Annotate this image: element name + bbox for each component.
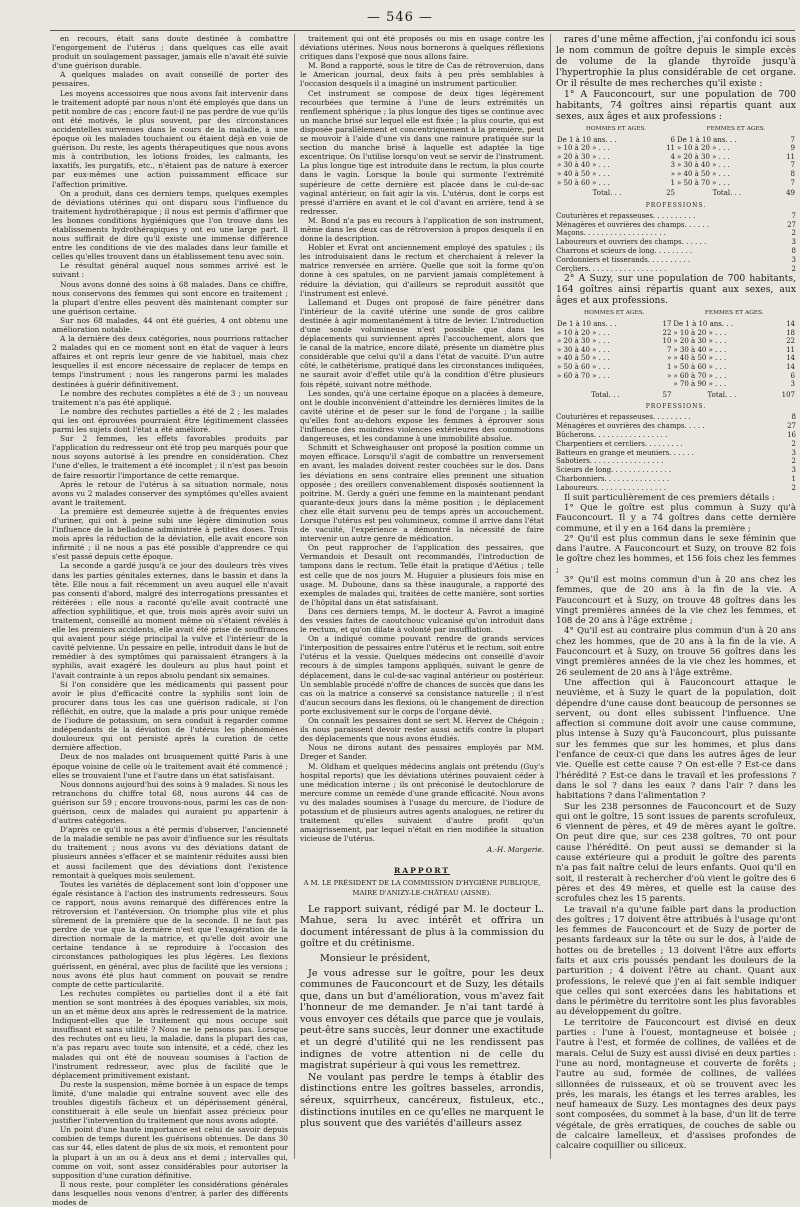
profession-count: 27: [787, 220, 796, 229]
paragraph: Cet instrument se compose de deux tiges légèrement recourbées que termine à l'une de leurs extrémités un renflement sphérique ; la plus longue des tiges se continue avec un manche brisé sur lequel elle est fixée ; la plus courte, qui est disposée parallèlement et concentriquement à la première, peut se mouvoir à l'aide d'une vis dans une rainure pratiquée sur la section du manche brisé à laquelle est adaptée la tige excentrique. On l'utilise lorsqu'on veut se servir de l'instrument. La plus longue tige est introduite dans le rectum, la plus courte dans le vagin. Lorsque la boule qui surmonte l'extrémité supérieure de cette dernière est placée dans le cul-de-sac vaginal antérieur, on fait agir la vis. L'utérus, dont le corps est pressé d'arrière en avant et le col d'avant en arrière, tend à se redresser.: [300, 88, 544, 216]
profession-label: Bûcherons. . . . . . . . . . . . . . . . .: [556, 431, 668, 440]
paragraph: La première est demeurée sujette à de fréquentes envies d'uriner, qui ont à peine subi une légère diminution sous l'influence de la belladone administrée à petites doses. Trois mois après la réduction de la déviation, elle avait encore son infirmité ; il ne nous a pas été possible d'apprendre ce qui s'est passé depuis cette époque.: [52, 506, 288, 562]
table-count: 6: [670, 135, 675, 144]
profession-count: 3: [791, 255, 796, 264]
paragraph: Les sondes, qu'à une certaine époque on a placées à demeure, ont le double inconvénient d'atteindre les dernières limites de la cavité utérine et de peser sur le fond de l'organe ; la saillie qu'elles font au-dehors expose les femmes à éprouver sous l'influence des moindres violences extérieures des commotions dangereuses, et les condamne à une immobilité absolue.: [300, 388, 544, 444]
table-age-range: » 50 à 60 » . . .: [673, 362, 727, 371]
table-age-range: » 20 à 30 » . . .: [557, 337, 610, 346]
table-age-range: » 40 à 50 » . . .: [557, 354, 610, 363]
table-row: [556, 136, 796, 145]
profession-label: Charbonniers. . . . . . . . . . . . . . .: [556, 475, 669, 484]
table-count: 11: [666, 144, 675, 153]
table-count: 3: [790, 380, 795, 389]
column-middle: [300, 34, 544, 1162]
table-count: 7: [790, 135, 795, 144]
table-age-range: » 20 à 30 » . . .: [557, 152, 610, 161]
table-age-range: » 60 à 70 » . . .: [557, 371, 610, 380]
paragraph: Nous donnons aujourd'hui des soins à 9 malades. Si nous les retranchons du chiffre total 68, nous aurons 44 cas de guérison sur 59 ; encore trouvons-nous, parmi les cas de non-guérison, ceux de malades qui auraient pu appartenir à d'autres catégories.: [52, 779, 288, 826]
paragraph: Sur les 238 personnes de Fauconcourt et de Suzy qui ont le goître, 15 sont issues de parents scrofuleux, 6 viennent de pères, et 49 de mères ayant le goître. On peut dire que, sur ces 238 goîtres, 70 ont pour cause l'hérédité. On peut aussi se demander si la cause extérieure qui a produit le goître des parents n'a pas fait naître celui de leurs enfants. Quoi qu'il en soit, il resterait à rechercher d'où vient le goître des 6 pères et des 49 mères, et quelle est la cause des scrofules chez les 15 parents.: [556, 801, 796, 905]
professions-title: PROFESSIONS.: [645, 403, 707, 411]
table-row: [556, 380, 796, 389]
table-count: »: [670, 169, 675, 178]
header-rule: [50, 30, 795, 31]
rapport-addressee: [300, 878, 544, 898]
profession-row: [556, 484, 796, 493]
table-age-range: » 20 à 30 » . . .: [673, 337, 727, 346]
table-age-range: » 70 à 90 » . . .: [673, 380, 727, 389]
table-age-range: De 1 à 10 ans. . .: [557, 320, 617, 329]
paragraph: La seconde a gardé jusqu'à ce jour des douleurs très vives dans les parties génitales externes, dans le bassin et dans la tête. Elle nous a fait récemment un aveu auquel elle n'avait pas consenti d'abord, malgré des interrogations pressantes et réitérées : elle nous a raconté qu'elle avait contracté une affection syphilitique, et que, trois mois après avoir suivi un traitement, conseillé au moment même où s'étaient révélés à elle les premiers accidents, elle avait été prise de souffrances qui avaient pour siége principal la vulve et l'intérieur de la cavité pelvienne. Un pessaire en pelle, introduit dans le but de remédier à des symptômes qui paraissaient étrangers à la syphilis, avait exagéré les douleurs au plus haut point et l'avait contrainte à un repos absolu pendant six semaines.: [52, 561, 288, 680]
profession-label: Ménagères et ouvrières des champs. . . . . .: [556, 220, 710, 229]
paragraph: On a produit, dans ces derniers temps, quelques exemples de déviations utérines qui ont disparu sous l'influence du traitement hydrothérapique ; il nous est permis d'affirmer que les bonnes conditions hygiéniques que l'on trouve dans les établissements hydrothérapiques y ont eu une large part. Il nous suffirait de dire qu'il existe une immense différence entre les conditions de vie des malades dans leur famille et celles qu'elles trouvent dans un établissement tenu avec soin.: [52, 188, 288, 262]
table-row: [556, 363, 796, 372]
paragraph: Il suit particulièrement de ces premiers détails :: [564, 492, 775, 503]
table-count: 14: [786, 362, 795, 371]
column-separator: [294, 34, 295, 1159]
profession-row: [556, 256, 796, 265]
rapport-subtitle-line: A M. LE PRÉSIDENT DE LA COMMISSION D'HYGIÈNE PUBLIQUE,: [303, 878, 541, 887]
column-left: [52, 34, 288, 1207]
total-value: 107: [781, 390, 795, 399]
table-count: 17: [662, 320, 672, 329]
profession-label: Laboureurs. . . . . . . . . . . . . . . .: [556, 483, 666, 492]
table-row: [556, 329, 796, 338]
paragraph: 1° Que le goître est plus commun à Suzy qu'à Fauconcourt. Il y a 74 goîtres dans cette dernière commune, et il y en a 164 dans la première ;: [556, 502, 796, 534]
table-count: 14: [786, 354, 795, 363]
profession-row: [556, 457, 796, 466]
total-value: 57: [662, 390, 672, 399]
table-row: [556, 170, 796, 179]
table-count: 14: [786, 320, 795, 329]
table-count: »: [667, 354, 672, 363]
rapport-title: RAPPORT: [393, 866, 451, 876]
paragraph: 3° Qu'il est moins commun d'un à 20 ans chez les femmes, que de 20 ans à la fin de la vie. A Fauconcourt et à Suzy, on trouve 48 goîtres dans les vingt premières années de la vie chez les femmes, et 108 de 20 ans à l'âge extrême ;: [556, 575, 796, 627]
profession-label: Cordonniers et tisserands. . . . . . . . . .: [556, 255, 691, 264]
paragraph: A quelques malades on avait conseillé de porter des pessaires.: [52, 70, 288, 89]
column-separator: [550, 34, 551, 1159]
table-age-range: [556, 380, 655, 389]
profession-count: 2: [791, 229, 796, 238]
profession-row: [556, 413, 796, 422]
paragraph: Sur nos 68 malades, 44 ont été guéries, 4 ont obtenu une amélioration notable.: [52, 315, 288, 334]
table-age-range: » 10 à 20 » . . .: [557, 328, 610, 337]
table-age-range: » 30 à 40 » . . .: [673, 345, 727, 354]
table-header-women: FEMMES ET AGES.: [706, 126, 766, 132]
professions-list-suzy: [556, 413, 796, 492]
table-age-range: » 30 à 40 » . . .: [676, 161, 730, 170]
table-age-range: De 1 à 10 ans. . .: [673, 320, 733, 329]
table-age-range: De 1 à 10 ans. . .: [676, 135, 737, 144]
table-count: 1: [670, 178, 675, 187]
table-header-men: HOMMES ET AGES.: [585, 126, 647, 132]
paragraph: Les moyens accessoires que nous avons fait intervenir dans le traitement adopté par nous n'ont été employés que dans un petit nombre de cas ; encore faut-il ne pas perdre de vue qu'ils ont été motivés, le plus souvent, par des circonstances accidentelles survenues dans le cours de la maladie, à une époque où les malades touchaient ou étaient déjà en voie de guérison. Du reste, les agents thérapeutiques que nous avons mis à contribution, les lotions froides, les calmants, les laxatifs, les purgatifs, etc., n'étaient pas de nature à exercer par eux-mêmes une action puissamment efficace sur l'affection primitive.: [52, 88, 288, 189]
profession-label: Maçons. . . . . . . . . . . . . . . . . . .: [556, 229, 666, 238]
profession-row: [556, 475, 796, 484]
paragraph: Un point d'une haute importance est celui de savoir depuis combien de temps durent les guérisons obtenues. De dans 30 cas sur 44, elles datent de plus de six mois, et remontent pour la plupart à un an ou à deux ans et demi ; intervalles qui, comme on voit, sont assez considérables pour autoriser la supposition d'une curation définitive.: [52, 1125, 288, 1180]
paragraph: Le nombre des rechutes partielles a été de 2 ; les malades qui les ont éprouvées pourraient être légitimement classées parmi les sujets dont l'état a été amélioré.: [52, 406, 288, 435]
table-row: [556, 320, 796, 329]
profession-row: [556, 440, 796, 449]
total-label: Total. . .: [591, 390, 620, 399]
profession-label: Laboureurs et ouvriers des champs. . . . . .: [556, 238, 707, 247]
profession-label: Cerçliers. . . . . . . . . . . . . . . . . .: [556, 264, 667, 273]
paragraph: M. Bond a rapporté, sous le titre de Cas de rétroversion, dans le American journal, deux faits à peu près semblables à l'occasion desquels il a imaginé un instrument particulier.: [300, 61, 544, 89]
paragraph: traitement qui ont été proposés ou mis en usage contre les déviations utérines. Nous nous bornerons à quelques réflexions critiques dans l'exposé que nous allons faire.: [300, 34, 544, 62]
paragraph: Le nombre des rechutes complètes a été de 3 ; un nouveau traitement n'a pas été appliqué.: [52, 388, 288, 407]
profession-label: Batteurs en grange et meuniers. . . . . .: [556, 448, 694, 457]
table-count: 7: [666, 345, 672, 354]
rapport-body: [300, 904, 544, 1130]
table-age-range: » 10 à 20 » . . .: [557, 144, 610, 153]
paragraph: 4° Qu'il est au contraire plus commun d'un à 20 ans chez les hommes, que de 20 ans à la fin de la vie. A Fauconcourt et à Suzy, on trouve 56 goîtres dans les vingt premières années de la vie chez les hommes, et 26 seulement de 20 ans à l'âge extrême.: [556, 626, 796, 678]
table-count: 22: [786, 337, 795, 346]
profession-row: [556, 449, 796, 458]
column-right: [556, 34, 796, 1162]
author-signature: A.-H. Margerie.: [487, 845, 544, 855]
profession-count: 2: [791, 483, 796, 492]
paragraph: M. Bond n'a pas eu recours à l'application de son instrument, même dans les deux cas de rétroversion à propos desquels il en donne la description.: [300, 215, 544, 244]
paragraph: Après le retour de l'utérus à sa situation normale, nous avons vu 2 malades conserver des symptômes qu'elles avaient avant le traitement.: [52, 479, 288, 507]
profession-count: 1: [791, 475, 796, 484]
paragraph: Du reste la suspension, même bornée à un espace de temps limité, d'une maladie qui entraîne souvent avec elle des troubles digestifs fâcheux et un dépérissement général, constituerait à elle seule un bienfait assez précieux pour justifier l'intervention du traitement que nous avons adopté.: [52, 1079, 288, 1126]
table-row: [556, 144, 796, 153]
profession-label: Scieurs de long. . . . . . . . . . . . . .: [556, 466, 672, 475]
professions-title: PROFESSIONS.: [645, 201, 707, 209]
profession-label: Charpentiers et cercliers. . . . . . . . .: [556, 439, 683, 448]
table-count: 18: [786, 328, 795, 337]
profession-count: 7: [791, 211, 796, 220]
profession-count: 3: [791, 448, 796, 457]
paragraph: A la dernière des deux catégories, nous pourrions rattacher 2 malades qui en ce moment sont en état de vaquer à leurs affaires et ont repris leur genre de vie habituel, mais chez lesquelles il est encore nécessaire de replacer de temps en temps l'instrument ; nous les rangerons parmi les malades destinées à guérir définitivement.: [52, 334, 288, 389]
paragraph: On connaît les pessaires dont se sert M. Hervez de Chégoin ; ils nous paraissent devoir rester aussi actifs contre la plupart des déplacements que nous avons étudiés.: [300, 716, 544, 744]
table-count: 9: [790, 144, 795, 153]
right-intro: [556, 34, 796, 122]
table-header-women: FEMMES ET AGES.: [704, 310, 764, 317]
table-total-row: [556, 187, 796, 198]
paragraph: On a indiqué comme pouvant rendre de grands services l'interposition de pessaires entre l'utérus et le rectum, soit entre l'utérus et la vessie. Quelques médecins ont conseillé d'avoir recours à de simples tampons appliqués, suivant le genre de déplacement, dans le cul-de-sac vaginal antérieur ou postérieur. Un semblable procédé n'offre de chances de succès que dans les cas où la matrice a conservé sa consistance naturelle ; il n'est d'aucun secours dans les flexions, où le changement de direction porte exclusivement sur le corps de l'organe dévié.: [300, 634, 544, 716]
table-count: »: [667, 371, 672, 380]
paragraph: rares d'une même affection, j'ai confondu ici sous le nom commun de goître depuis le simple excès de volume de la glande thyroïde jusqu'à l'hypertrophie la plus considérable de cet organe. Or il résulte de mes recherches qu'il existe :: [556, 34, 796, 89]
table-count: 1: [666, 362, 672, 371]
table-count: 11: [786, 152, 795, 161]
paragraph: Le rapport suivant, rédigé par M. le docteur L. Mahue, sera lu avec intérêt et offrira un document intéressant de plus à la commission du goître et du crétinisme.: [300, 903, 544, 950]
profession-row: [556, 238, 796, 247]
table-age-range: » 40 à 50 » . . .: [676, 169, 730, 178]
rapport-subtitle-line: MAIRE D'ANIZY-LE-CHÂTEAU (AISNE).: [352, 888, 492, 897]
profession-label: Charrons et scieurs de long. . . . . . . . .: [556, 247, 693, 256]
paragraph: Sur 2 femmes, les effets favorables produits par l'application du redresseur ont été trop peu marqués pour que nous soyons autorisé à les prendre en considération. Chez l'une d'elles, le traitement a été incomplet ; il n'est pas besoin de faire ressortir l'importance de cette remarque.: [52, 434, 288, 480]
profession-count: 27: [787, 422, 796, 431]
table-age-range: » 30 à 40 » . . .: [557, 161, 610, 170]
paragraph: Dans ces derniers temps, M. le docteur A. Favrot a imaginé des vessies faites de caoutchouc vulcanisé qu'on introduit dans le rectum, et qu'on dilate à volonté par insufflation.: [300, 606, 544, 635]
right-body: [556, 493, 796, 1152]
profession-row: [556, 431, 796, 440]
table-count: 7: [790, 178, 795, 187]
table-count: 22: [662, 328, 672, 337]
profession-count: 3: [791, 238, 796, 247]
stats-table-fauconcourt: [556, 125, 796, 198]
table-count: 4: [670, 152, 675, 161]
paragraph: Le territoire de Fauconcourt est divisé en deux parties : l'une à l'ouest, montagneuse et boisée ; l'autre à l'est, et formée de collines, de vallées et de marais. Celui de Suzy est aussi divisé en deux parties : l'une au nord, montagneuse et couverte de forêts ; l'autre au sud, formée de collines, de vallées sillonnées de ruisseaux, et où se trouvent avec les prés, les marais, les étangs et les terres arables, les neuf hameaux de Suzy. Les montagnes des deux pays sont composées, du sommet à la base, d'un lit de terre végétale, de grès erratiques, de couches de sable ou de calcaire lamelleux, et d'assises profondes de calcaire coquillier ou siliceux.: [556, 1017, 796, 1152]
table-age-range: » 10 à 20 » . . .: [676, 144, 730, 153]
total-label: Total. . .: [712, 189, 742, 198]
paragraph: Deux de nos malades ont brusquement quitté Paris à une époque voisine de celle où le traitement avait été commencé ; elles se trouvaient l'une et l'autre dans un état satisfaisant.: [52, 752, 288, 780]
profession-row: [556, 265, 796, 274]
profession-count: 8: [791, 413, 796, 422]
paragraph: Lallemand et Duges ont proposé de faire pénétrer dans l'intérieur de la cavité utérine une sonde de gros calibre destinée à agir momentanément à titre de levier. L'introduction d'une sonde volumineuse n'est possible que dans les déplacements qui surviennent après l'accouchement, alors que le canal de la matrice, encore dilaté, présente un diamètre plus considérable que celui qu'il a dans l'état de vacuité. D'un autre côté, le cathétérisme, pratiqué dans les circonstances indiquées, ne saurait avoir d'effet utile qu'à la condition d'être plusieurs fois répété, suivant notre méthode.: [300, 297, 544, 389]
table-count: 10: [662, 337, 672, 346]
table-age-range: » 30 à 40 » . . .: [557, 345, 610, 354]
table-count: 11: [786, 345, 795, 354]
profession-count: 2: [791, 264, 796, 273]
paragraph: Ne voulant pas perdre le temps à établir des distinctions entre les goîtres basseles, arrondis, séreux, squirrheux, cancéreux, fistuleux, etc., distinctions inutiles en ce qu'elles ne marquent le plus souvent que des variétés d'ailleurs assez: [300, 1071, 544, 1130]
table-age-range: » 50 à 60 » . . .: [557, 178, 610, 187]
table-row: [556, 161, 796, 170]
table-count: 3: [670, 161, 675, 170]
table-age-range: » 10 à 20 » . . .: [673, 328, 727, 337]
paragraph: Si l'on considère que les médicaments qui passent pour avoir le plus d'efficacité contre la syphilis sont loin de procurer dans tous les cas une guérison radicale, si l'on réfléchit, en outre, que la malade a pris pour unique remède de l'iodure de potassium, on sera conduit à regarder comme indépendants de la déviation de l'utérus les phénomènes douloureux qui ont persisté après la curation de cette dernière affection.: [52, 679, 288, 753]
paragraph: Une affection qui à Fauconcourt attaque le neuvième, et à Suzy le quart de la population, doit dépendre d'une cause dont beaucoup de personnes se servent, ou dont elles subissent l'influence. Une affection si commune doit avoir une cause commune, plus intense à Suzy qu'à Fauconcourt, plus puissante sur les femmes que sur les hommes, et plus dans l'enfance de ceux-ci que dans les autres âges de leur vie. Quelle est cette cause ? On est-elle ? Est-ce dans l'hérédité ? Est-ce dans le travail et les professions ? dans le sol ? dans les eaux ? dans l'air ? dans les habitations ? dans l'alimentation ?: [556, 677, 796, 802]
total-label: Total. . .: [592, 189, 622, 198]
table-age-range: » 50 à 60 » . . .: [557, 362, 610, 371]
paragraph: Il nous reste, pour compléter les considérations générales dans lesquelles nous venons d'entrer, à parler des différents modes de: [52, 1179, 288, 1207]
paragraph: Le résultat général auquel nous sommes arrivé est le suivant :: [52, 261, 288, 280]
profession-label: Couturières et repasseuses. . . . . . . . .: [556, 413, 691, 422]
paragraph: 2° Qu'il est plus commun dans le sexe féminin que dans l'autre. A Fauconcourt et Suzy, on trouve 82 fois le goître chez les hommes, et 156 fois chez les femmes ;: [556, 533, 796, 575]
profession-row: [556, 212, 796, 221]
profession-count: 2: [791, 457, 796, 466]
profession-count: 8: [791, 247, 796, 256]
profession-count: 3: [791, 466, 796, 475]
article-continuation: [300, 34, 544, 843]
salutation: Monsieur le président,: [320, 952, 431, 964]
profession-label: Sabotiers. . . . . . . . . . . . . . . . .: [556, 457, 664, 466]
paragraph: Le travail n'a qu'une faible part dans la production des goîtres ; 17 doivent être attribués à l'usage qu'ont les femmes de Fauconcourt et de Suzy de porter de pesants fardeaux sur la tête ou sur le dos, à l'aide de hottes ou de bretelles ; 13 doivent l'être aux efforts faits et aux cris poussés pendant les douleurs de la parturition ; 4 doivent l'être au chant. Quant aux professions, le relevé que j'en ai fait semble indiquer que celles qui sont exercées dans les habitations et dans le périmètre du territoire sont les plus favorables au développement du goître.: [556, 904, 796, 1018]
paragraph: Nous avons donné des soins à 68 malades. Dans ce chiffre, nous conservons des femmes qui sont encore en traitement ; la plupart d'entre elles peuvent dès maintenant compter sur une guérison certaine.: [52, 279, 288, 316]
table-row: [556, 372, 796, 381]
table-row: [556, 354, 796, 363]
stats-table-suzy: [556, 309, 796, 399]
table-age-range: » 50 à 70 » . . .: [676, 178, 730, 187]
table-age-range: De 1 à 10 ans. . .: [557, 135, 617, 144]
paragraph: M. Oldham et quelques médecins anglais ont prétendu (Guy's hospital reports) que les déviations utérines pouvaient céder à une médication interne ; ils ont préconisé le deutochlorure de mercure comme un remède d'une grande efficacité. Nous avons vu des malades soumises à l'usage du mercure, de l'iodure de potassium et de plusieurs autres agents analogues, ne retirer du traitement qu'elles suivaient d'autre profit qu'un amaigrissement, par lequel n'était en rien modifiée la situation vicieuse de l'utérus.: [300, 761, 544, 844]
table-row: [556, 337, 796, 346]
table-count: 6: [790, 371, 795, 380]
paragraph: Hobler et Evrat ont anciennement employé des spatules ; ils les introduisaient dans le rectum et cherchaient à relever la matrice renversée en arrière. Quelle que soit la forme qu'on donne à ces spatules, on ne parvient jamais complètement à réduire la déviation, qui d'ailleurs se reproduit aussitôt que l'instrument est enlevé.: [300, 243, 544, 298]
profession-row: [556, 229, 796, 238]
profession-row: [556, 221, 796, 230]
paragraph: D'après ce qu'il nous a été permis d'observer, l'ancienneté de la maladie semble ne pas avoir d'influence sur les résultats du traitement ; nous avons vu des déviations datant de plusieurs années s'effacer et se maintenir réduites aussi bien et aussi facilement que des déviations dont l'existence remontait à quelques mois seulement.: [52, 825, 288, 880]
professions-list-fauconcourt: [556, 212, 796, 274]
paragraph: Je vous adresse sur le goître, pour les deux communes de Fauconcourt et de Suzy, les détails que, dans un but d'amélioration, vous m'avez fait l'honneur de me demander. Je n'ai tant tardé à vous envoyer ces détails que parce que je voulais, peut-être sans succès, leur donner une exactitude et un degré d'utilité qui ne les rendissent pas indignes de votre attention ni de celle du magistrat supérieur à qui vous les remettrez.: [300, 967, 544, 1072]
paragraph: Schmitt et Schweighauser ont proposé la position comme un moyen efficace. Lorsqu'il s'agit de combattre un renversement en avant, les malades doivent rester couchées sur le dos. Dans les déviations en sens contraire elles prennent une situation opposée ; des oreillers convenablement disposés soutiennent la poitrine. M. Gerdy a guéri une femme en la maintenant pendant quarante-deux jours dans la même position ; le déplacement chez elle était survenu peu de temps après un accouchement. Lorsque l'utérus est peu volumineux, comme il arrive dans l'état de vacuité, l'expérience a démontré la nécessité de faire intervenir un autre genre de médication.: [300, 443, 544, 544]
profession-row: [556, 247, 796, 256]
profession-count: 2: [791, 439, 796, 448]
paragraph: Les rechutes complètes ou partielles dont il a été fait mention se sont montrées à des époques variables, six mois, un an et même deux ans après le redressement de la matrice. Indiquent-elles que le traitement qui nous occupe soit insuffisant et sans utilité ? Nous ne le pensons pas. Lorsque des rechutes ont eu lieu, la maladie, dans la plupart des cas, n'a pas reparu avec toute son intensité, et a cédé, chez les malades qui ont été de nouveau soumises à l'action de l'instrument redresseur, avec plus de facilité que le déplacement primitivement existant.: [52, 988, 288, 1080]
paragraph: 2° A Suzy, sur une population de 700 habitants, 164 goîtres ainsi répartis quant aux sexes, aux âges et aux professions.: [556, 273, 796, 307]
paragraph: On peut rapprocher de l'application des pessaires, que Vermandois et Desault ont recommandés, l'introduction de tampons dans le rectum. Telle était la pratique d'Aëtius ; telle est celle que de nos jours M. Huguier a plusieurs fois mise en usage. M. Duboune, dans sa thèse inaugurale, a rapporté des exemples de malades qui, traitées de cette manière, sont sorties de l'hôpital dans un état satisfaisant.: [300, 543, 544, 607]
table-header-men: HOMMES ET AGES.: [584, 310, 645, 317]
total-label: Total. . .: [707, 390, 737, 399]
profession-row: [556, 466, 796, 475]
page-number: — 546 —: [366, 10, 434, 25]
table-age-range: » 40 à 50 » . . .: [673, 354, 727, 363]
profession-label: Ménagères et ouvrières des champs. . . . .: [556, 422, 705, 431]
paragraph: Nous ne dirons autant des pessaires employés par MM. Dreger et Sander.: [300, 743, 544, 762]
table-total-row: [556, 389, 796, 400]
paragraph: Toutes les variétés de déplacement sont loin d'opposer une égale résistance à l'action des instruments redresseurs. Sous ce rapport, nous avons remarqué des différences entre la rétroversion et l'antéversion. On triomphe plus vite et plus sûrement de la première que de la seconde. Il ne faut pas perdre de vue que la dernière n'est que l'exagération de la direction normale de la matrice, et qu'elle doit avoir une certaine tendance à se reproduire à l'occasion des circonstances pathologiques les plus légères. Les flexions guérissent, en général, avec plus de facilité que les versions ; nous avons été plus haut comment on pouvait se rendre compte de cette particularité.: [52, 879, 288, 989]
table-age-range: » 60 à 70 » . . .: [673, 371, 727, 380]
paragraph: en recours, était sans doute destinée à combattre l'engorgement de l'utérus ; dans quelques cas elle avait produit un soulagement passager, jamais elle n'avait été suivie d'une guérison durable.: [52, 34, 288, 71]
profession-label: Couturières et repasseuses. . . . . . . . . .: [556, 211, 696, 220]
table-age-range: » 40 à 50 » . . .: [557, 169, 610, 178]
table-count: [655, 380, 673, 389]
profession-row: [556, 422, 796, 431]
table-count: 8: [790, 169, 795, 178]
paragraph: 1° A Fauconcourt, sur une population de 700 habitants, 74 goîtres ainsi répartis quant aux sexes, aux âges et aux professions :: [556, 89, 796, 122]
suzy-intro: [556, 273, 796, 306]
total-value: 49: [786, 189, 795, 198]
total-value: 25: [666, 189, 675, 198]
profession-count: 16: [787, 431, 796, 440]
table-count: 7: [790, 161, 795, 170]
table-age-range: » 20 à 30 » . . .: [676, 152, 730, 161]
table-row: [556, 179, 796, 188]
